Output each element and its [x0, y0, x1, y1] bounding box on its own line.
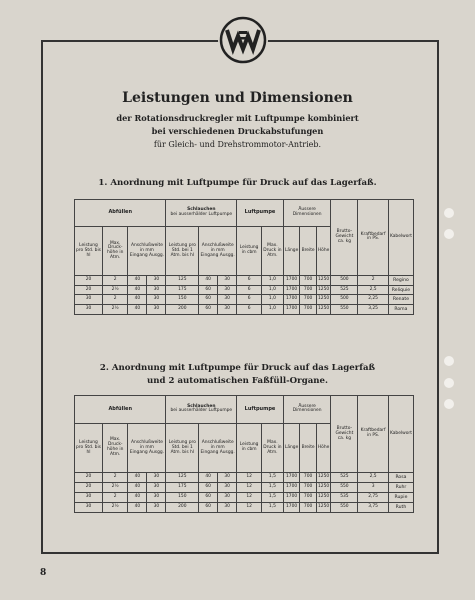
subtitle-line-3: für Gleich- und Drehstrommotor-Antrieb.	[153, 140, 322, 149]
table-cell: 1250	[316, 295, 331, 305]
col-hoehe: Höhe	[316, 423, 331, 472]
col-breite: Breite	[300, 227, 316, 275]
table-cell: 30	[218, 275, 237, 285]
col-brutto: Brutto-Gewicht ca. kg	[331, 396, 358, 473]
table-cell: 30	[75, 493, 103, 503]
table-cell: 2,5	[358, 473, 389, 483]
table-cell: 2½	[102, 503, 127, 513]
table-cell: 125	[166, 275, 199, 285]
table-cell: 40	[128, 275, 147, 285]
col-laenge: Länge	[283, 423, 300, 472]
table-cell: 1,0	[262, 275, 284, 285]
col-max-druck: Max. Druck-höhe in Atm.	[102, 423, 127, 472]
table-cell: 2,25	[358, 295, 389, 305]
table-cell: 30	[218, 493, 237, 503]
col-group-aussere: Äussere Dimensionen	[283, 396, 331, 424]
table-cell: 2	[102, 275, 127, 285]
col-group-luftpumpe: Luftpumpe	[237, 396, 284, 424]
table-cell: Regino	[388, 275, 413, 285]
table-cell: 30	[218, 295, 237, 305]
table-cell: 40	[128, 483, 147, 493]
punch-hole	[444, 378, 454, 388]
table-cell: 550	[331, 483, 358, 493]
table-cell: 6	[237, 285, 262, 295]
page-number: 8	[40, 568, 47, 578]
table-cell: 6	[237, 295, 262, 305]
table-cell: 1,5	[262, 493, 284, 503]
table-cell: 700	[300, 483, 316, 493]
table-cell: 30	[147, 305, 166, 315]
col-schl-anschluss: Anschlußweite in mm Eingang Ausgg.	[199, 227, 237, 275]
table-cell: 1700	[283, 275, 300, 285]
table-cell: 60	[199, 295, 218, 305]
table-cell: 12	[237, 483, 262, 493]
table-cell: 30	[147, 493, 166, 503]
table-cell: 6	[237, 305, 262, 315]
table-cell: 30	[218, 483, 237, 493]
table-cell: 2	[102, 473, 127, 483]
table-cell: 6	[237, 275, 262, 285]
col-lp-druck: Max. Druck in Atm.	[262, 423, 284, 472]
table-cell: 40	[199, 473, 218, 483]
table-row	[75, 285, 414, 295]
table-cell: 1,5	[262, 503, 284, 513]
table-cell: 535	[331, 493, 358, 503]
table-cell: 30	[147, 503, 166, 513]
table-cell: 700	[300, 305, 316, 315]
col-kabelwort: Kabelwort	[388, 200, 413, 276]
table-row	[75, 295, 414, 305]
table-cell: Renate	[388, 295, 413, 305]
table-cell: 150	[166, 493, 199, 503]
table-cell: 700	[300, 493, 316, 503]
table-cell: 30	[75, 503, 103, 513]
col-anschluss: Anschlußweite in mm Eingang Ausgg.	[128, 423, 166, 472]
col-laenge: Länge	[283, 227, 300, 275]
col-schl-leistung: Leistung pro Std. bei 1 Atm. bis hl	[166, 423, 199, 472]
wew-logo	[218, 16, 268, 64]
table-cell: 40	[128, 493, 147, 503]
table-cell: 60	[199, 285, 218, 295]
table-cell: 60	[199, 493, 218, 503]
table-cell: 1700	[283, 473, 300, 483]
table-row	[75, 473, 414, 483]
table-cell: 12	[237, 503, 262, 513]
table-row	[75, 503, 414, 513]
table-cell: 30	[218, 503, 237, 513]
table-cell: 30	[75, 305, 103, 315]
col-schl-leistung: Leistung pro Std. bei 1 Atm. bis hl	[166, 227, 199, 275]
table-cell: 3,25	[358, 305, 389, 315]
table-cell: 30	[75, 295, 103, 305]
table-cell: 12	[237, 493, 262, 503]
table-cell: 30	[218, 473, 237, 483]
subtitle-line-2: bei verschiedenen Druckabstufungen	[151, 126, 324, 136]
table-cell: 125	[166, 473, 199, 483]
table-cell: 1700	[283, 483, 300, 493]
col-lp-leistung: Leistung in cbm	[237, 227, 262, 275]
table-cell: 3	[358, 483, 389, 493]
table-cell: 30	[218, 285, 237, 295]
table-cell: 30	[147, 285, 166, 295]
table-cell: 1700	[283, 295, 300, 305]
table-cell: 525	[331, 473, 358, 483]
table-cell: 2	[358, 275, 389, 285]
col-kabelwort: Kabelwort	[388, 396, 413, 473]
table-row	[75, 275, 414, 285]
col-lp-druck: Max. Druck in Atm.	[262, 227, 284, 275]
table-cell: 200	[166, 503, 199, 513]
col-breite: Breite	[300, 423, 316, 472]
table-cell: 2	[102, 493, 127, 503]
table-cell: 1250	[316, 503, 331, 513]
table-cell: 200	[166, 305, 199, 315]
table-cell: 40	[128, 285, 147, 295]
table-cell: 30	[218, 305, 237, 315]
section-1-title: 1. Anordnung mit Luftpumpe für Druck auf das Lagerfaß.	[98, 178, 377, 188]
table-cell: 1,0	[262, 285, 284, 295]
table-cell: 40	[128, 473, 147, 483]
col-group-luftpumpe: Luftpumpe	[237, 200, 284, 227]
table-cell: 2,5	[358, 285, 389, 295]
table-cell: 1250	[316, 305, 331, 315]
punch-hole	[444, 356, 454, 366]
table-cell: 175	[166, 483, 199, 493]
table-cell: 30	[147, 275, 166, 285]
table-cell: 150	[166, 295, 199, 305]
punch-hole	[444, 399, 454, 409]
table-cell: 60	[199, 503, 218, 513]
table-cell: 20	[75, 483, 103, 493]
table-cell: 1,5	[262, 473, 284, 483]
table-cell: 60	[199, 305, 218, 315]
table-cell: 30	[147, 473, 166, 483]
table-cell: 700	[300, 275, 316, 285]
subtitle-line-1: der Rotationsdruckregler mit Luftpumpe kombiniert	[116, 113, 359, 123]
table-cell: 30	[147, 295, 166, 305]
table-cell: 700	[300, 285, 316, 295]
table-cell: 2½	[102, 483, 127, 493]
table-cell: 1250	[316, 493, 331, 503]
table-cell: 20	[75, 285, 103, 295]
table-cell: 2,75	[358, 493, 389, 503]
col-lp-leistung: Leistung in cbm	[237, 423, 262, 472]
col-kraft: Kraftbedarf in PS.	[358, 200, 389, 276]
table-cell: 1700	[283, 503, 300, 513]
table-cell: 700	[300, 503, 316, 513]
table-cell: 550	[331, 305, 358, 315]
table-cell: Rosa	[388, 473, 413, 483]
table-cell: 1,5	[262, 483, 284, 493]
table-cell: 500	[331, 275, 358, 285]
table-cell: Reliquie	[388, 285, 413, 295]
table-cell: 700	[300, 473, 316, 483]
table-cell: Ruth	[388, 503, 413, 513]
table-cell: 2½	[102, 305, 127, 315]
table-cell: 1,0	[262, 295, 284, 305]
table-row	[75, 305, 414, 315]
col-group-schlauchen: Schlauchen bei ausserhälder Luftpumpe	[166, 396, 237, 424]
col-group-schlauchen: Schlauchen bei ausserhälder Luftpumpe	[166, 200, 237, 227]
table-cell: Ruhr	[388, 483, 413, 493]
table-cell: 550	[331, 503, 358, 513]
col-kraft: Kraftbedarf in PS.	[358, 396, 389, 473]
table-cell: 12	[237, 473, 262, 483]
table-cell: 1250	[316, 285, 331, 295]
col-group-abfuellen: Abfüllen	[75, 396, 166, 424]
table-cell: 20	[75, 473, 103, 483]
table-cell: 60	[199, 483, 218, 493]
table-cell: Rupie	[388, 493, 413, 503]
table-1	[74, 199, 414, 315]
table-cell: 40	[128, 295, 147, 305]
table-cell: 40	[199, 275, 218, 285]
table-cell: 700	[300, 295, 316, 305]
page-title: Leistungen und Dimensionen	[122, 90, 353, 106]
table-row	[75, 493, 414, 503]
col-max-druck: Max. Druck-höhe in Atm.	[102, 227, 127, 275]
punch-hole	[444, 208, 454, 218]
section-2-title-line-1: 2. Anordnung mit Luftpumpe für Druck auf das Lagerfaß	[99, 363, 376, 373]
table-cell: 2	[102, 295, 127, 305]
table-cell: 30	[147, 483, 166, 493]
table-cell: Roma	[388, 305, 413, 315]
section-2-title-line-2: und 2 automatischen Faßfüll-Organe.	[147, 376, 328, 386]
col-hoehe: Höhe	[316, 227, 331, 275]
table-cell: 1250	[316, 275, 331, 285]
table-cell: 3,75	[358, 503, 389, 513]
table-cell: 40	[128, 503, 147, 513]
table-2	[74, 395, 414, 513]
col-schl-anschluss: Anschlußweite in mm Eingang Ausgg.	[199, 423, 237, 472]
table-cell: 525	[331, 285, 358, 295]
table-cell: 500	[331, 295, 358, 305]
punch-hole	[444, 229, 454, 239]
col-group-aussere: Äussere Dimensionen	[283, 200, 331, 227]
table-cell: 1250	[316, 473, 331, 483]
table-cell: 20	[75, 275, 103, 285]
table-cell: 1700	[283, 285, 300, 295]
col-leistung: Leistung pro Std. bis hl	[75, 423, 103, 472]
table-cell: 1700	[283, 493, 300, 503]
table-cell: 40	[128, 305, 147, 315]
table-cell: 2½	[102, 285, 127, 295]
table-cell: 175	[166, 285, 199, 295]
col-brutto: Brutto-Gewicht ca. kg	[331, 200, 358, 276]
col-leistung: Leistung pro Std. bis hl	[75, 227, 103, 275]
col-anschluss: Anschlußweite in mm Eingang Ausgg.	[128, 227, 166, 275]
col-group-abfuellen: Abfüllen	[75, 200, 166, 227]
table-cell: 1,0	[262, 305, 284, 315]
table-cell: 1250	[316, 483, 331, 493]
table-cell: 1700	[283, 305, 300, 315]
table-row	[75, 483, 414, 493]
